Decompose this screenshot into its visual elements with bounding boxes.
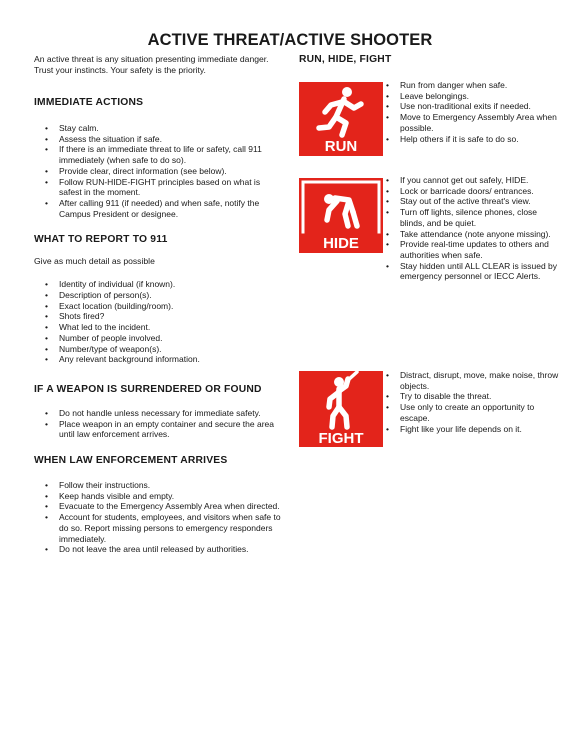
list-item: • If you cannot get out safely, HIDE. xyxy=(385,175,561,186)
list-item: • Keep hands visible and empty. xyxy=(34,491,284,502)
list-item: • Fight like your life depends on it. xyxy=(385,424,561,435)
list-item: • Stay calm. xyxy=(34,123,284,134)
list-item: • Take attendance (note anyone missing). xyxy=(385,229,561,240)
report-list xyxy=(34,279,284,365)
fighting-person-icon xyxy=(299,371,383,447)
run-list xyxy=(385,80,561,144)
list-item: • Identity of individual (if known). xyxy=(34,279,284,290)
list-item: • Stay hidden until ALL CLEAR is issued by emergency personnel or IECC Alerts. xyxy=(385,261,561,282)
list-item: • If there is an immediate threat to life or safety, call 911 immediately (when safe to do so). xyxy=(34,144,284,165)
list-item: • Number of people involved. xyxy=(34,333,284,344)
immediate-actions-list xyxy=(34,123,284,219)
immediate-actions-heading: IMMEDIATE ACTIONS xyxy=(34,97,144,108)
run-pictogram xyxy=(299,82,383,156)
hide-pictogram xyxy=(299,178,383,253)
list-item: • Evacuate to the Emergency Assembly Area when directed. xyxy=(34,501,284,512)
list-item: • Provide real-time updates to others and authorities when safe. xyxy=(385,239,561,260)
list-item: • Follow RUN-HIDE-FIGHT principles based on what is safest in the moment. xyxy=(34,177,284,198)
list-item: • What led to the incident. xyxy=(34,322,284,333)
hiding-person-icon xyxy=(299,178,383,253)
list-item: • Help others if it is safe to do so. xyxy=(385,134,561,145)
intro-text: An active threat is any situation presenting immediate danger. Trust your instincts. Your safety is the priority. xyxy=(34,54,269,75)
law-enforcement-heading: WHEN LAW ENFORCEMENT ARRIVES xyxy=(34,455,228,467)
list-item: • Stay out of the active threat's view. xyxy=(385,196,561,207)
running-person-icon xyxy=(299,82,383,156)
page-title: ACTIVE THREAT/ACTIVE SHOOTER xyxy=(147,31,433,49)
list-item: • Assess the situation if safe. xyxy=(34,134,284,145)
fight-list xyxy=(385,370,561,434)
list-item: • Use only to create an opportunity to escape. xyxy=(385,402,561,423)
list-item: • Follow their instructions. xyxy=(34,480,284,491)
fight-pictogram xyxy=(299,371,383,447)
law-enforcement-list xyxy=(34,480,284,555)
list-item: • Do not leave the area until released by authorities. xyxy=(34,544,284,555)
list-item: • Any relevant background information. xyxy=(34,354,284,365)
run-label: RUN xyxy=(324,138,358,155)
list-item: • Use non-traditional exits if needed. xyxy=(385,101,561,112)
list-item: • Run from danger when safe. xyxy=(385,80,561,91)
weapon-list xyxy=(34,408,284,440)
fight-label: FIGHT xyxy=(318,430,364,447)
list-item: • Description of person(s). xyxy=(34,290,284,301)
list-item: • Lock or barricade doors/ entrances. xyxy=(385,186,561,197)
run-hide-fight-heading: RUN, HIDE, FIGHT xyxy=(299,54,392,65)
list-item: • Move to Emergency Assembly Area when possible. xyxy=(385,112,561,133)
list-item: • Account for students, employees, and visitors when safe to do so. Report missing persons to emergency responders immediately. xyxy=(34,512,284,544)
list-item: • Number/type of weapon(s). xyxy=(34,344,284,355)
report-heading: WHAT TO REPORT TO 911 xyxy=(34,234,168,246)
list-item: • Distract, disrupt, move, make noise, throw objects. xyxy=(385,370,561,391)
list-item: • Do not handle unless necessary for immediate safety. xyxy=(34,408,284,419)
list-item: • Turn off lights, silence phones, close blinds, and be quiet. xyxy=(385,207,561,228)
list-item: • Try to disable the threat. xyxy=(385,391,561,402)
left-column xyxy=(34,54,284,555)
hide-list xyxy=(385,175,561,282)
hide-label: HIDE xyxy=(323,235,359,252)
list-item: • Provide clear, direct information (see below). xyxy=(34,166,284,177)
list-item: • Place weapon in an empty container and secure the area until law enforcement arrives. xyxy=(34,419,284,440)
list-item: • Leave belongings. xyxy=(385,91,561,102)
report-subtext: Give as much detail as possible xyxy=(34,256,155,267)
list-item: • Exact location (building/room). xyxy=(34,301,284,312)
list-item: • After calling 911 (if needed) and when safe, notify the Campus President or designee. xyxy=(34,198,284,219)
list-item: • Shots fired? xyxy=(34,311,284,322)
weapon-heading: IF A WEAPON IS SURRENDERED OR FOUND xyxy=(34,383,262,395)
